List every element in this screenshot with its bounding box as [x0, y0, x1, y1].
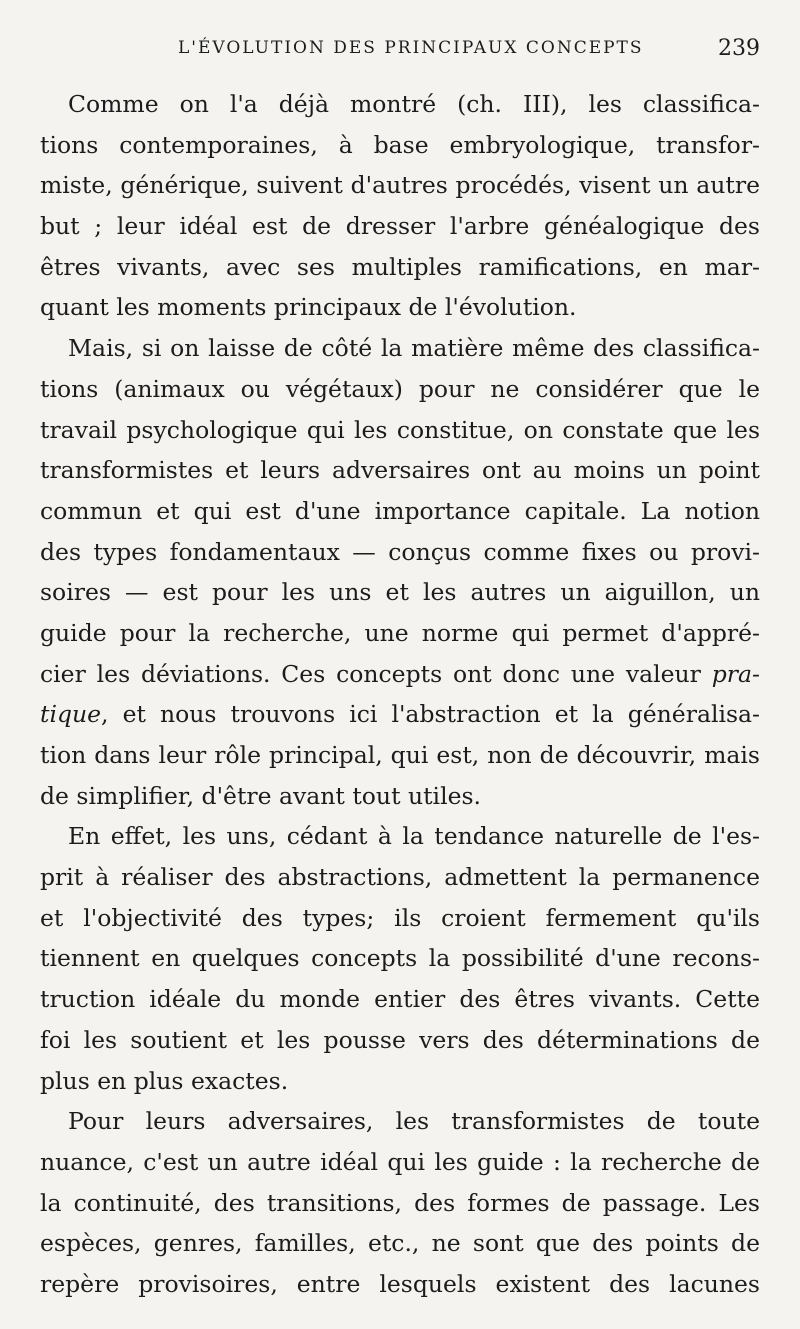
text-line: foi les soutient et les pousse vers des déterminations de	[40, 1025, 760, 1054]
text-line: tions (animaux ou végétaux) pour ne considérer que le	[40, 374, 760, 403]
text-line: soires — est pour les uns et les autres un aiguillon, un	[40, 578, 760, 607]
text-line: En effet, les uns, cédant à la tendance naturelle de l'es-	[68, 822, 760, 851]
text-segment: , et nous trouvons ici l'abstraction et la généralisa-	[101, 700, 760, 729]
text-line: des types fondamentaux — conçus comme fixes ou provi-	[40, 537, 760, 566]
text-line	[40, 654, 760, 695]
text-line: tions contemporaines, à base embryologique, transfor-	[40, 130, 760, 159]
text-line: but ; leur idéal est de dresser l'arbre généalogique des	[40, 212, 760, 241]
running-head	[40, 38, 760, 68]
text-line: espèces, genres, familles, etc., ne sont que des points de	[40, 1229, 760, 1258]
running-title: L'ÉVOLUTION DES PRINCIPAUX CONCEPTS	[178, 38, 644, 58]
text-line: Mais, si on laisse de côté la matière même des classifica-	[68, 334, 760, 363]
text-line: repère provisoires, entre lesquels existent des lacunes	[40, 1269, 760, 1298]
page-number: 239	[718, 36, 760, 61]
text-line: miste, générique, suivent d'autres procédés, visent un autre	[40, 171, 760, 200]
text-line: truction idéale du monde entier des êtres vivants. Cette	[40, 985, 760, 1014]
text-segment: cier les déviations. Ces concepts ont donc une valeur	[40, 659, 701, 688]
italic-word: pra-	[711, 659, 760, 688]
body-text	[40, 84, 760, 1305]
text-line: tiennent en quelques concepts la possibilité d'une recons-	[40, 944, 760, 973]
text-line: nuance, c'est un autre idéal qui les guide : la recherche de	[40, 1147, 760, 1176]
text-line: quant les moments principaux de l'évolution.	[40, 293, 577, 322]
text-line: commun et qui est d'une importance capitale. La notion	[40, 496, 760, 525]
text-line: Pour leurs adversaires, les transformistes de toute	[68, 1107, 760, 1136]
text-line: et l'objectivité des types; ils croient fermement qu'ils	[40, 903, 760, 932]
italic-word: tique	[40, 700, 102, 729]
text-line: la continuité, des transitions, des formes de passage. Les	[40, 1188, 760, 1217]
text-line: Comme on l'a déjà montré (ch. III), les classifica-	[68, 90, 760, 118]
text-line: êtres vivants, avec ses multiples ramifications, en mar-	[40, 252, 760, 281]
text-line: tion dans leur rôle principal, qui est, non de découvrir, mais	[40, 741, 760, 769]
text-line: guide pour la recherche, une norme qui permet d'appré-	[40, 618, 760, 647]
text-line: plus en plus exactes.	[40, 1066, 289, 1095]
text-line	[40, 694, 760, 735]
text-line: prit à réaliser des abstractions, admettent la permanence	[40, 863, 760, 892]
text-line: de simplifier, d'être avant tout utiles.	[40, 781, 482, 810]
text-line: travail psychologique qui les constitue, on constate que les	[40, 415, 760, 444]
text-line: transformistes et leurs adversaires ont au moins un point	[40, 456, 760, 485]
